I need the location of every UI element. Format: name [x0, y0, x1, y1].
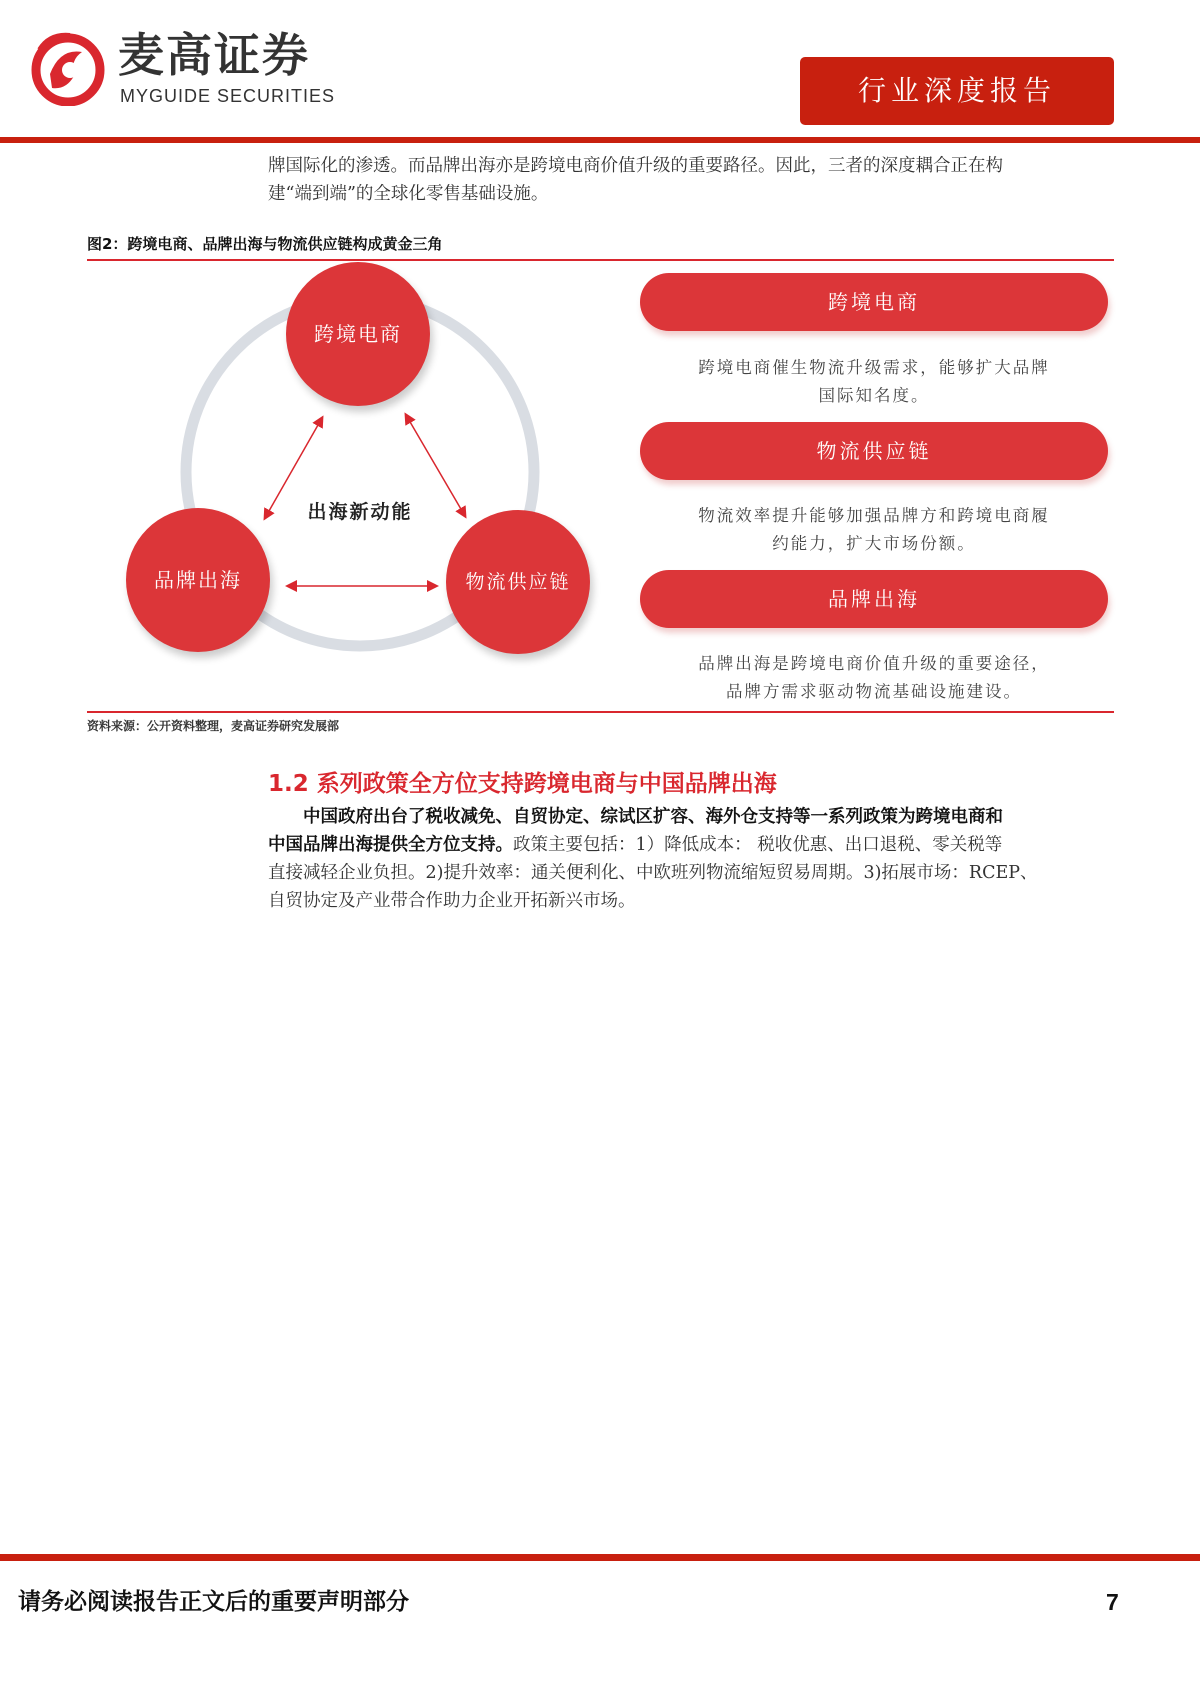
desc-line: 国际知名度。	[818, 386, 930, 405]
section-paragraph	[268, 803, 1148, 915]
header-rule	[0, 137, 1200, 143]
report-type-badge: 行业深度报告	[800, 57, 1114, 125]
node-brand-overseas: 品牌出海	[126, 508, 270, 652]
paragraph-text: 直接减轻企业负担。2)提升效率：通关便利化、中欧班列物流缩短贸易周期。3)拓展市场：RCEP、	[268, 863, 1038, 883]
desc-line: 约能力，扩大市场份额。	[772, 534, 976, 553]
section-heading: 1.2 系列政策全方位支持跨境电商与中国品牌出海	[268, 771, 777, 797]
key-statement: 中国品牌出海提供全方位支持。	[268, 835, 513, 855]
paragraph-text: 自贸协定及产业带合作助力企业开拓新兴市场。	[268, 891, 636, 911]
figure-title: 图2：跨境电商、品牌出海与物流供应链构成黄金三角	[87, 235, 443, 253]
intro-line: 牌国际化的渗透。而品牌出海亦是跨境电商价值升级的重要路径。因此，三者的深度耦合正在构	[268, 156, 1003, 176]
paragraph-text: 政策主要包括：1）降低成本： 税收优惠、出口退税、零关税等	[513, 835, 1003, 855]
myguide-logo-icon	[30, 30, 106, 106]
page-number: 7	[1106, 1589, 1119, 1615]
figure-bottom-rule	[87, 711, 1114, 713]
desc-line: 物流效率提升能够加强品牌方和跨境电商履	[698, 506, 1050, 525]
card-title-ecommerce: 跨境电商	[640, 273, 1108, 331]
desc-line: 品牌出海是跨境电商价值升级的重要途径，	[698, 654, 1050, 673]
desc-line: 跨境电商催生物流升级需求，能够扩大品牌	[698, 358, 1050, 377]
brand-name-cn: 麦高证券	[118, 28, 310, 82]
intro-line: 建“端到端”的全球化零售基础设施。	[268, 184, 549, 204]
disclaimer-notice: 请务必阅读报告正文后的重要声明部分	[18, 1588, 409, 1615]
card-desc-ecommerce	[640, 354, 1108, 410]
intro-paragraph	[268, 152, 1118, 208]
key-statement: 中国政府出台了税收减免、自贸协定、综试区扩容、海外仓支持等一系列政策为跨境电商和	[303, 807, 1003, 827]
footer-rule	[0, 1554, 1200, 1561]
card-desc-brand	[640, 650, 1108, 706]
brand-name-en: MYGUIDE SECURITIES	[120, 86, 336, 106]
figure-source: 资料来源：公开资料整理，麦高证券研究发展部	[87, 719, 340, 733]
card-title-brand: 品牌出海	[640, 570, 1108, 628]
center-label: 出海新动能	[307, 501, 413, 523]
card-desc-logistics	[640, 502, 1108, 558]
desc-line: 品牌方需求驱动物流基础设施建设。	[726, 682, 1022, 701]
node-logistics-supply-chain: 物流供应链	[446, 510, 590, 654]
card-title-logistics: 物流供应链	[640, 422, 1108, 480]
node-cross-border-ecommerce: 跨境电商	[286, 262, 430, 406]
